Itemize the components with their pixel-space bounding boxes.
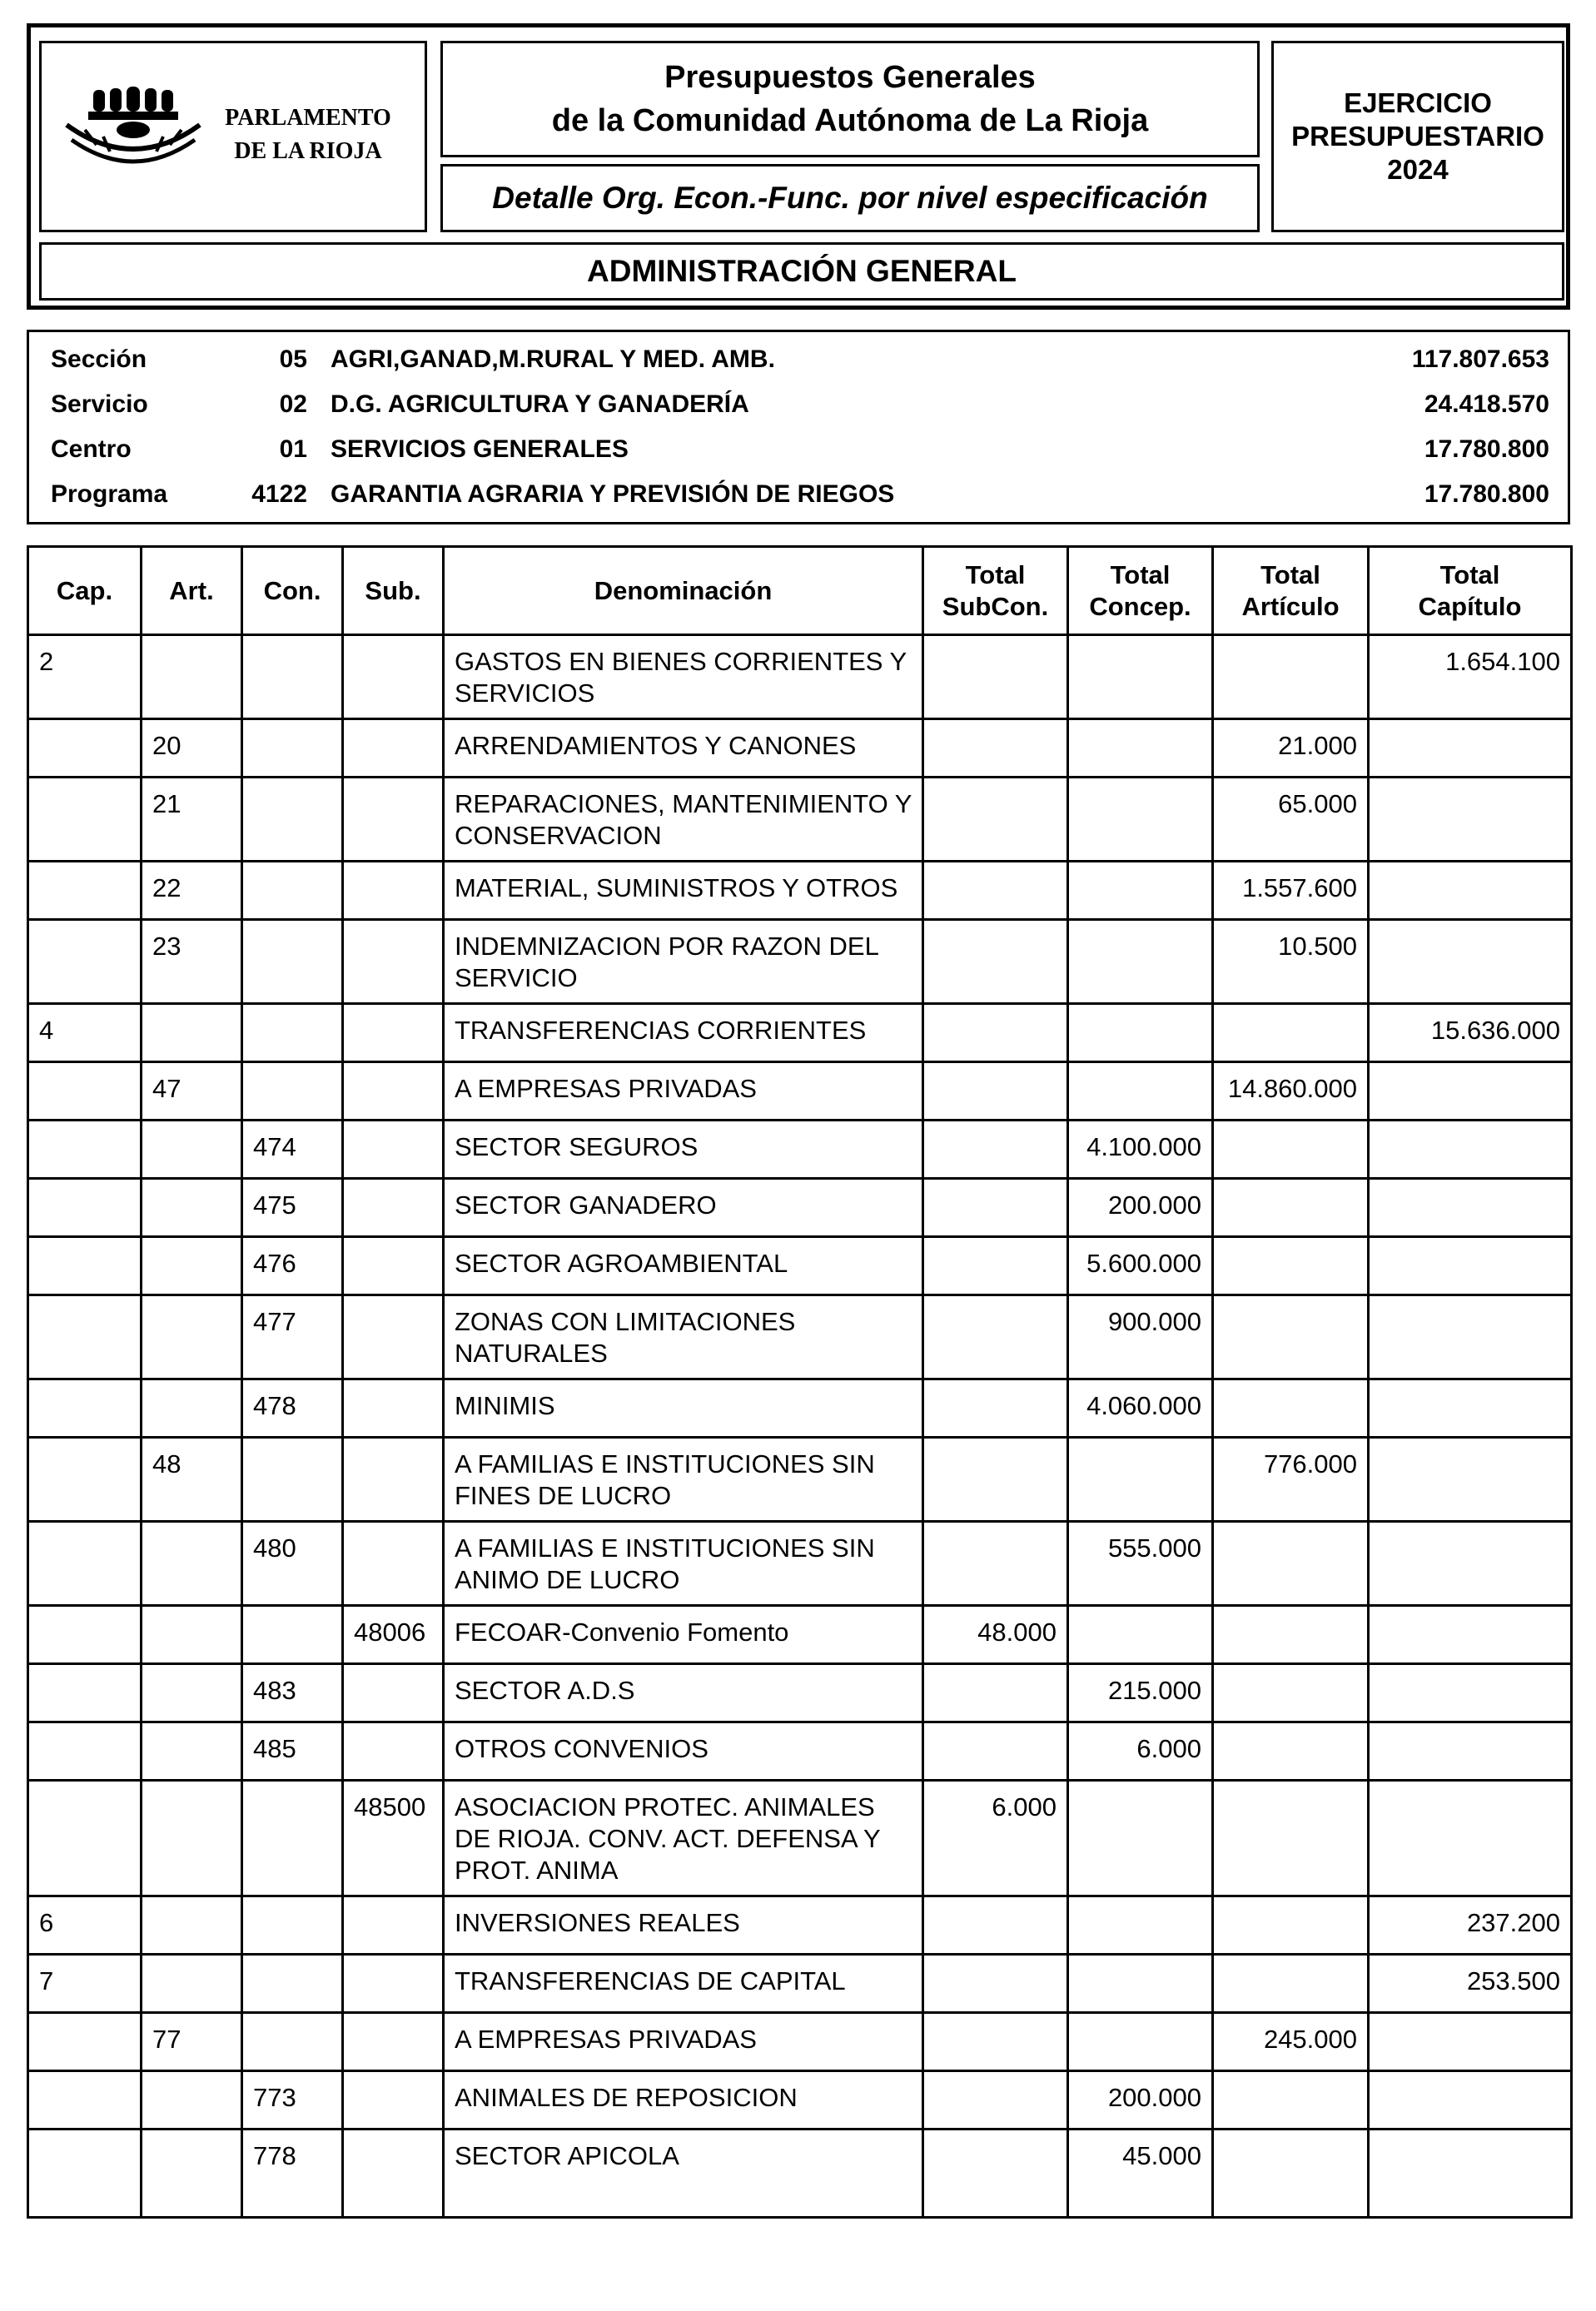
cell-total-capitulo	[1369, 2130, 1572, 2218]
cell-sub	[343, 1237, 444, 1295]
cell-total-concep: 200.000	[1068, 1179, 1213, 1237]
info-amount: 117.807.653	[1411, 345, 1549, 373]
header-label: Total	[965, 559, 1026, 589]
cell-cap	[28, 1722, 142, 1781]
cell-total-subcon	[923, 2130, 1068, 2218]
cell-art	[142, 635, 242, 719]
cell-total-capitulo	[1369, 1606, 1572, 1664]
info-desc: AGRI,GANAD,M.RURAL Y MED. AMB.	[331, 345, 775, 373]
cell-total-capitulo: 15.636.000	[1369, 1004, 1572, 1062]
document-header	[27, 23, 1570, 310]
cell-total-articulo	[1213, 1295, 1369, 1379]
header-sub: Sub.	[343, 547, 444, 635]
cell-cap	[28, 778, 142, 862]
cell-total-capitulo: 253.500	[1369, 1955, 1572, 2013]
cell-denominacion: ASOCIACION PROTEC. ANIMALES DE RIOJA. CONV. ACT. DEFENSA Y PROT. ANIMA	[444, 1781, 923, 1896]
cell-sub	[343, 635, 444, 719]
org-name-line2: DE LA RIOJA	[234, 138, 382, 164]
cell-total-articulo	[1213, 1522, 1369, 1606]
info-row-seccion	[29, 337, 1568, 382]
table-row	[28, 1896, 1572, 1955]
cell-art: 48	[142, 1438, 242, 1522]
table-row	[28, 1237, 1572, 1295]
cell-con: 480	[242, 1522, 343, 1606]
table-row	[28, 2071, 1572, 2130]
cell-total-subcon	[923, 920, 1068, 1004]
cell-art	[142, 1722, 242, 1781]
cell-total-capitulo	[1369, 778, 1572, 862]
cell-total-capitulo	[1369, 1522, 1572, 1606]
admin-banner	[39, 242, 1564, 301]
cell-cap	[28, 2013, 142, 2071]
cell-denominacion: A EMPRESAS PRIVADAS	[444, 1062, 923, 1121]
year-line2: PRESUPUESTARIO	[1291, 121, 1544, 152]
year-line1: EJERCICIO	[1344, 87, 1492, 118]
cell-sub	[343, 1722, 444, 1781]
cell-total-concep: 45.000	[1068, 2130, 1213, 2218]
info-label: Sección	[51, 345, 147, 373]
cell-total-capitulo	[1369, 2013, 1572, 2071]
cell-cap	[28, 1295, 142, 1379]
document-subtitle	[440, 164, 1260, 232]
cell-art: 21	[142, 778, 242, 862]
cell-con	[242, 1438, 343, 1522]
cell-denominacion: MINIMIS	[444, 1379, 923, 1438]
cell-art: 47	[142, 1062, 242, 1121]
cell-total-capitulo	[1369, 1379, 1572, 1438]
cell-total-capitulo	[1369, 1062, 1572, 1121]
cell-total-concep: 200.000	[1068, 2071, 1213, 2130]
cell-total-concep	[1068, 1438, 1213, 1522]
header-label: Total	[1260, 559, 1320, 589]
cell-cap	[28, 1438, 142, 1522]
cell-total-concep: 4.100.000	[1068, 1121, 1213, 1179]
cell-con	[242, 778, 343, 862]
info-desc: SERVICIOS GENERALES	[331, 435, 629, 463]
cell-total-capitulo	[1369, 1664, 1572, 1722]
cell-art	[142, 1379, 242, 1438]
cell-con: 475	[242, 1179, 343, 1237]
logo-block	[39, 41, 427, 232]
cell-denominacion: A FAMILIAS E INSTITUCIONES SIN FINES DE LUCRO	[444, 1438, 923, 1522]
table-row	[28, 1379, 1572, 1438]
cell-total-concep: 4.060.000	[1068, 1379, 1213, 1438]
cell-total-articulo	[1213, 1955, 1369, 2013]
cell-total-subcon	[923, 1664, 1068, 1722]
info-amount: 24.418.570	[1424, 390, 1549, 418]
cell-denominacion: TRANSFERENCIAS DE CAPITAL	[444, 1955, 923, 2013]
cell-total-capitulo	[1369, 1295, 1572, 1379]
cell-sub	[343, 2071, 444, 2130]
cell-con	[242, 2013, 343, 2071]
cell-con	[242, 1781, 343, 1896]
cell-art: 20	[142, 719, 242, 778]
table-row	[28, 1004, 1572, 1062]
table-row	[28, 862, 1572, 920]
cell-con: 477	[242, 1295, 343, 1379]
document-title	[440, 41, 1260, 157]
info-label: Servicio	[51, 390, 148, 418]
table-row	[28, 1179, 1572, 1237]
cell-con: 778	[242, 2130, 343, 2218]
cell-total-subcon	[923, 1522, 1068, 1606]
cell-sub	[343, 2013, 444, 2071]
cell-cap	[28, 1664, 142, 1722]
cell-total-subcon	[923, 1179, 1068, 1237]
subtitle-text: Detalle Org. Econ.-Func. por nivel especificación	[492, 181, 1208, 215]
cell-total-concep	[1068, 2013, 1213, 2071]
cell-cap	[28, 1781, 142, 1896]
cell-con	[242, 862, 343, 920]
cell-art: 23	[142, 920, 242, 1004]
cell-total-articulo	[1213, 1121, 1369, 1179]
cell-total-subcon	[923, 1955, 1068, 2013]
cell-total-subcon	[923, 635, 1068, 719]
table-row	[28, 778, 1572, 862]
header-cap: Cap.	[28, 547, 142, 635]
cell-denominacion: SECTOR AGROAMBIENTAL	[444, 1237, 923, 1295]
cell-total-subcon	[923, 2071, 1068, 2130]
info-row-servicio	[29, 382, 1568, 427]
header-total-subcon	[923, 547, 1068, 635]
cell-art: 77	[142, 2013, 242, 2071]
cell-total-capitulo	[1369, 1781, 1572, 1896]
info-label: Centro	[51, 435, 132, 463]
cell-cap: 6	[28, 1896, 142, 1955]
cell-total-subcon	[923, 1237, 1068, 1295]
info-code: 05	[279, 345, 307, 373]
cell-total-articulo: 1.557.600	[1213, 862, 1369, 920]
info-desc: GARANTIA AGRARIA Y PREVISIÓN DE RIEGOS	[331, 480, 895, 508]
cell-total-concep	[1068, 920, 1213, 1004]
header-label: Capítulo	[1418, 591, 1522, 621]
cell-con	[242, 1896, 343, 1955]
cell-art: 22	[142, 862, 242, 920]
cell-con	[242, 920, 343, 1004]
table-row	[28, 1522, 1572, 1606]
cell-cap	[28, 1379, 142, 1438]
cell-art	[142, 1664, 242, 1722]
cell-art	[142, 1522, 242, 1606]
cell-total-capitulo	[1369, 1121, 1572, 1179]
table-row	[28, 1062, 1572, 1121]
cell-total-subcon	[923, 1438, 1068, 1522]
cell-cap	[28, 920, 142, 1004]
cell-con	[242, 1004, 343, 1062]
cell-total-articulo	[1213, 1722, 1369, 1781]
cell-total-articulo	[1213, 1606, 1369, 1664]
header-denominacion: Denominación	[444, 547, 923, 635]
info-desc: D.G. AGRICULTURA Y GANADERÍA	[331, 390, 749, 418]
cell-total-articulo: 245.000	[1213, 2013, 1369, 2071]
cell-total-capitulo	[1369, 1237, 1572, 1295]
cell-total-concep	[1068, 1062, 1213, 1121]
cell-total-concep	[1068, 719, 1213, 778]
cell-art	[142, 1004, 242, 1062]
info-code: 4122	[251, 480, 307, 508]
cell-total-articulo: 776.000	[1213, 1438, 1369, 1522]
cell-denominacion: SECTOR A.D.S	[444, 1664, 923, 1722]
info-amount: 17.780.800	[1424, 435, 1549, 463]
cell-cap	[28, 2071, 142, 2130]
cell-total-concep	[1068, 1955, 1213, 2013]
cell-art	[142, 2071, 242, 2130]
cell-total-concep: 6.000	[1068, 1722, 1213, 1781]
cell-sub	[343, 2130, 444, 2218]
cell-total-articulo	[1213, 2130, 1369, 2218]
cell-total-subcon	[923, 1121, 1068, 1179]
table-row	[28, 1121, 1572, 1179]
cell-cap: 2	[28, 635, 142, 719]
cell-con: 483	[242, 1664, 343, 1722]
cell-con: 474	[242, 1121, 343, 1179]
info-row-programa	[29, 472, 1568, 517]
cell-art	[142, 1606, 242, 1664]
info-code: 02	[279, 390, 307, 418]
table-row	[28, 1606, 1572, 1664]
cell-sub: 48500	[343, 1781, 444, 1896]
header-label: Artículo	[1241, 591, 1340, 621]
cell-total-subcon	[923, 778, 1068, 862]
header-con: Con.	[242, 547, 343, 635]
cell-art	[142, 1295, 242, 1379]
cell-total-concep	[1068, 1606, 1213, 1664]
cell-total-capitulo	[1369, 920, 1572, 1004]
cell-con	[242, 719, 343, 778]
year-value: 2024	[1387, 154, 1449, 185]
cell-con	[242, 635, 343, 719]
cell-sub	[343, 1062, 444, 1121]
cell-total-concep: 555.000	[1068, 1522, 1213, 1606]
cell-total-concep: 5.600.000	[1068, 1237, 1213, 1295]
cell-sub	[343, 1522, 444, 1606]
cell-con: 773	[242, 2071, 343, 2130]
cell-denominacion: ANIMALES DE REPOSICION	[444, 2071, 923, 2130]
table-row	[28, 1438, 1572, 1522]
cell-total-articulo	[1213, 1896, 1369, 1955]
table-row	[28, 635, 1572, 719]
table-row	[28, 1664, 1572, 1722]
cell-con: 478	[242, 1379, 343, 1438]
cell-art	[142, 1121, 242, 1179]
cell-total-subcon	[923, 1896, 1068, 1955]
cell-total-concep	[1068, 1896, 1213, 1955]
cell-sub	[343, 1295, 444, 1379]
cell-denominacion: SECTOR SEGUROS	[444, 1121, 923, 1179]
cell-total-articulo	[1213, 1179, 1369, 1237]
cell-total-capitulo	[1369, 2071, 1572, 2130]
table-header-row	[28, 547, 1572, 635]
org-name-line1: PARLAMENTO	[225, 105, 391, 131]
cell-total-capitulo	[1369, 1179, 1572, 1237]
cell-total-capitulo	[1369, 1722, 1572, 1781]
cell-sub	[343, 719, 444, 778]
cell-cap	[28, 1606, 142, 1664]
cell-denominacion: GASTOS EN BIENES CORRIENTES Y SERVICIOS	[444, 635, 923, 719]
header-label: Concep.	[1089, 591, 1191, 621]
cell-denominacion: ZONAS CON LIMITACIONES NATURALES	[444, 1295, 923, 1379]
info-label: Programa	[51, 480, 168, 508]
cell-cap	[28, 1179, 142, 1237]
cell-art	[142, 1179, 242, 1237]
cell-denominacion: SECTOR APICOLA	[444, 2130, 923, 2218]
cell-con: 485	[242, 1722, 343, 1781]
cell-cap	[28, 2130, 142, 2218]
cell-total-concep	[1068, 1781, 1213, 1896]
cell-sub	[343, 862, 444, 920]
cell-cap	[28, 862, 142, 920]
header-label: SubCon.	[942, 591, 1049, 621]
header-art: Art.	[142, 547, 242, 635]
cell-total-articulo	[1213, 1664, 1369, 1722]
cell-denominacion: TRANSFERENCIAS CORRIENTES	[444, 1004, 923, 1062]
cell-art	[142, 1955, 242, 2013]
header-label: Total	[1110, 559, 1171, 589]
cell-total-concep	[1068, 862, 1213, 920]
table-row	[28, 920, 1572, 1004]
cell-denominacion: OTROS CONVENIOS	[444, 1722, 923, 1781]
cell-total-capitulo	[1369, 719, 1572, 778]
cell-total-articulo	[1213, 635, 1369, 719]
cell-sub	[343, 1664, 444, 1722]
table-row	[28, 2130, 1572, 2218]
title-line1: Presupuestos Generales	[664, 60, 1036, 95]
cell-denominacion: INVERSIONES REALES	[444, 1896, 923, 1955]
cell-total-subcon	[923, 1722, 1068, 1781]
cell-total-subcon	[923, 719, 1068, 778]
cell-total-subcon	[923, 1004, 1068, 1062]
cell-sub	[343, 1896, 444, 1955]
cell-con	[242, 1062, 343, 1121]
cell-total-articulo	[1213, 2071, 1369, 2130]
cell-denominacion: SECTOR GANADERO	[444, 1179, 923, 1237]
cell-total-capitulo: 237.200	[1369, 1896, 1572, 1955]
cell-total-concep	[1068, 635, 1213, 719]
cell-cap	[28, 1121, 142, 1179]
cell-total-subcon	[923, 1295, 1068, 1379]
cell-total-articulo	[1213, 1004, 1369, 1062]
table-row	[28, 1722, 1572, 1781]
cell-sub	[343, 1379, 444, 1438]
admin-text: ADMINISTRACIÓN GENERAL	[587, 254, 1017, 288]
info-code: 01	[279, 435, 307, 463]
table-row	[28, 719, 1572, 778]
cell-sub: 48006	[343, 1606, 444, 1664]
cell-sub	[343, 1955, 444, 2013]
cell-cap	[28, 719, 142, 778]
cell-sub	[343, 778, 444, 862]
cell-denominacion: REPARACIONES, MANTENIMIENTO Y CONSERVACION	[444, 778, 923, 862]
info-row-centro	[29, 427, 1568, 472]
header-label: Total	[1439, 559, 1500, 589]
cell-total-articulo	[1213, 1379, 1369, 1438]
org-info-box	[27, 330, 1570, 524]
table-row	[28, 1955, 1572, 2013]
info-amount: 17.780.800	[1424, 480, 1549, 508]
cell-con	[242, 1606, 343, 1664]
cell-total-articulo	[1213, 1237, 1369, 1295]
table-row	[28, 1295, 1572, 1379]
table-row	[28, 1781, 1572, 1896]
parliament-logo-icon	[60, 82, 206, 181]
cell-total-capitulo	[1369, 862, 1572, 920]
cell-con	[242, 1955, 343, 2013]
cell-art	[142, 1781, 242, 1896]
cell-total-capitulo: 1.654.100	[1369, 635, 1572, 719]
cell-cap: 7	[28, 1955, 142, 2013]
fiscal-year-block	[1271, 41, 1564, 232]
cell-denominacion: ARRENDAMIENTOS Y CANONES	[444, 719, 923, 778]
cell-art	[142, 2130, 242, 2218]
budget-table	[27, 545, 1573, 2219]
cell-con: 476	[242, 1237, 343, 1295]
cell-denominacion: INDEMNIZACION POR RAZON DEL SERVICIO	[444, 920, 923, 1004]
cell-total-subcon	[923, 2013, 1068, 2071]
cell-total-subcon	[923, 1062, 1068, 1121]
cell-sub	[343, 1179, 444, 1237]
cell-sub	[343, 920, 444, 1004]
cell-total-articulo: 10.500	[1213, 920, 1369, 1004]
cell-total-subcon	[923, 862, 1068, 920]
cell-total-concep	[1068, 1004, 1213, 1062]
cell-total-articulo: 21.000	[1213, 719, 1369, 778]
cell-total-subcon: 6.000	[923, 1781, 1068, 1896]
cell-sub	[343, 1438, 444, 1522]
cell-sub	[343, 1121, 444, 1179]
organization-name	[208, 102, 408, 168]
table-body	[28, 635, 1572, 2218]
cell-total-concep: 215.000	[1068, 1664, 1213, 1722]
header-total-articulo	[1213, 547, 1369, 635]
table-row	[28, 2013, 1572, 2071]
cell-denominacion: FECOAR-Convenio Fomento	[444, 1606, 923, 1664]
cell-denominacion: A FAMILIAS E INSTITUCIONES SIN ANIMO DE LUCRO	[444, 1522, 923, 1606]
cell-cap: 4	[28, 1004, 142, 1062]
cell-total-articulo: 65.000	[1213, 778, 1369, 862]
cell-total-articulo	[1213, 1781, 1369, 1896]
cell-denominacion: MATERIAL, SUMINISTROS Y OTROS	[444, 862, 923, 920]
cell-sub	[343, 1004, 444, 1062]
header-total-concep	[1068, 547, 1213, 635]
cell-total-articulo: 14.860.000	[1213, 1062, 1369, 1121]
cell-art	[142, 1896, 242, 1955]
cell-total-capitulo	[1369, 1438, 1572, 1522]
title-line2: de la Comunidad Autónoma de La Rioja	[551, 103, 1149, 138]
cell-total-subcon: 48.000	[923, 1606, 1068, 1664]
cell-cap	[28, 1237, 142, 1295]
cell-total-subcon	[923, 1379, 1068, 1438]
header-total-capitulo	[1369, 547, 1572, 635]
cell-denominacion: A EMPRESAS PRIVADAS	[444, 2013, 923, 2071]
cell-total-concep	[1068, 778, 1213, 862]
cell-art	[142, 1237, 242, 1295]
cell-cap	[28, 1062, 142, 1121]
cell-cap	[28, 1522, 142, 1606]
cell-total-concep: 900.000	[1068, 1295, 1213, 1379]
